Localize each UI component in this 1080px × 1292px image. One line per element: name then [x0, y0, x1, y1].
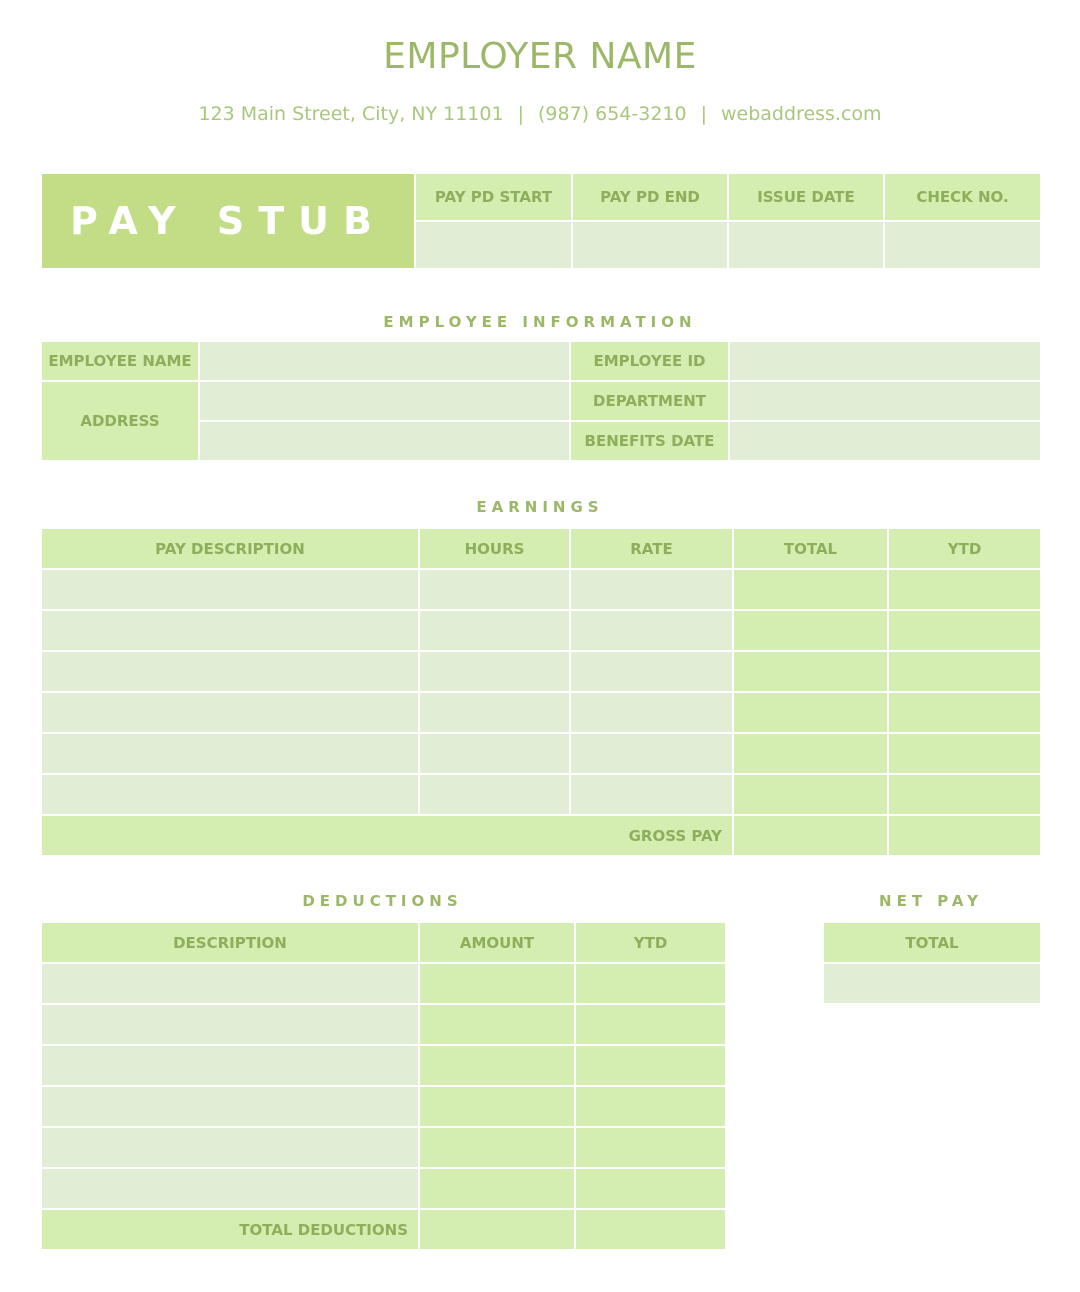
- deduction-ytd-cell[interactable]: [575, 1168, 726, 1209]
- deduction-description-cell[interactable]: [41, 1086, 419, 1127]
- total-deductions-label: TOTAL DEDUCTIONS: [41, 1209, 419, 1250]
- contact-separator: |: [700, 103, 707, 125]
- employer-address: 123 Main Street, City, NY 11101: [198, 103, 504, 125]
- pay-description-cell[interactable]: [41, 733, 419, 774]
- pay-period-table: [40, 172, 1042, 270]
- department-field[interactable]: [729, 381, 1041, 421]
- address-line2-field[interactable]: [199, 421, 570, 461]
- net-pay-title: NET PAY: [879, 892, 983, 910]
- pay-period-end-field[interactable]: [572, 221, 728, 269]
- ytd-cell[interactable]: [888, 651, 1041, 692]
- earnings-row: [41, 733, 1041, 774]
- earnings-row: [41, 774, 1041, 815]
- employee-information-title: EMPLOYEE INFORMATION: [383, 313, 697, 331]
- deduction-row: [41, 963, 726, 1004]
- deduction-amount-cell[interactable]: [419, 1127, 575, 1168]
- pay-description-cell[interactable]: [41, 692, 419, 733]
- pay-period-end-header: PAY PD END: [572, 173, 728, 221]
- hours-cell[interactable]: [419, 610, 570, 651]
- earnings-table: [40, 527, 1042, 857]
- pay-stub-title: PAY STUB: [41, 173, 415, 269]
- employer-name: EMPLOYER NAME: [383, 36, 697, 77]
- pay-description-cell[interactable]: [41, 569, 419, 610]
- ytd-cell[interactable]: [888, 569, 1041, 610]
- net-pay-total-header: TOTAL: [823, 922, 1041, 963]
- deduction-description-header: DESCRIPTION: [41, 922, 419, 963]
- pay-description-cell[interactable]: [41, 610, 419, 651]
- deduction-ytd-cell[interactable]: [575, 1004, 726, 1045]
- deduction-amount-cell[interactable]: [419, 1004, 575, 1045]
- check-number-header: CHECK NO.: [884, 173, 1041, 221]
- earnings-row: [41, 569, 1041, 610]
- gross-pay-total-field[interactable]: [733, 815, 888, 856]
- deduction-description-cell[interactable]: [41, 963, 419, 1004]
- deduction-row: [41, 1086, 726, 1127]
- deduction-amount-cell[interactable]: [419, 963, 575, 1004]
- contact-separator: |: [517, 103, 524, 125]
- earnings-title: EARNINGS: [476, 498, 604, 516]
- deduction-amount-header: AMOUNT: [419, 922, 575, 963]
- department-label: DEPARTMENT: [570, 381, 729, 421]
- deduction-amount-cell[interactable]: [419, 1086, 575, 1127]
- hours-cell[interactable]: [419, 651, 570, 692]
- ytd-header: YTD: [888, 528, 1041, 569]
- total-deductions-amount-field[interactable]: [419, 1209, 575, 1250]
- earnings-row: [41, 692, 1041, 733]
- employee-id-label: EMPLOYEE ID: [570, 341, 729, 381]
- ytd-cell[interactable]: [888, 733, 1041, 774]
- total-cell[interactable]: [733, 733, 888, 774]
- deduction-description-cell[interactable]: [41, 1127, 419, 1168]
- deduction-description-cell[interactable]: [41, 1045, 419, 1086]
- hours-cell[interactable]: [419, 692, 570, 733]
- hours-header: HOURS: [419, 528, 570, 569]
- total-cell[interactable]: [733, 774, 888, 815]
- total-deductions-ytd-field[interactable]: [575, 1209, 726, 1250]
- deduction-amount-cell[interactable]: [419, 1045, 575, 1086]
- deduction-ytd-cell[interactable]: [575, 1127, 726, 1168]
- pay-description-cell[interactable]: [41, 774, 419, 815]
- deduction-description-cell[interactable]: [41, 1168, 419, 1209]
- issue-date-field[interactable]: [728, 221, 884, 269]
- hours-cell[interactable]: [419, 774, 570, 815]
- address-label: ADDRESS: [41, 381, 199, 461]
- rate-cell[interactable]: [570, 569, 733, 610]
- deduction-amount-cell[interactable]: [419, 1168, 575, 1209]
- deduction-row: [41, 1127, 726, 1168]
- benefits-date-label: BENEFITS DATE: [570, 421, 729, 461]
- rate-cell[interactable]: [570, 651, 733, 692]
- issue-date-header: ISSUE DATE: [728, 173, 884, 221]
- total-cell[interactable]: [733, 692, 888, 733]
- deduction-ytd-cell[interactable]: [575, 963, 726, 1004]
- deductions-title: DEDUCTIONS: [302, 892, 463, 910]
- ytd-cell[interactable]: [888, 610, 1041, 651]
- benefits-date-field[interactable]: [729, 421, 1041, 461]
- rate-header: RATE: [570, 528, 733, 569]
- deduction-row: [41, 1168, 726, 1209]
- rate-cell[interactable]: [570, 733, 733, 774]
- total-cell[interactable]: [733, 610, 888, 651]
- address-line1-field[interactable]: [199, 381, 570, 421]
- pay-period-start-header: PAY PD START: [415, 173, 572, 221]
- hours-cell[interactable]: [419, 733, 570, 774]
- deduction-description-cell[interactable]: [41, 1004, 419, 1045]
- rate-cell[interactable]: [570, 692, 733, 733]
- deduction-row: [41, 1045, 726, 1086]
- hours-cell[interactable]: [419, 569, 570, 610]
- net-pay-total-field[interactable]: [823, 963, 1041, 1004]
- earnings-row: [41, 610, 1041, 651]
- total-cell[interactable]: [733, 651, 888, 692]
- pay-description-header: PAY DESCRIPTION: [41, 528, 419, 569]
- deductions-table: [40, 921, 727, 1251]
- deduction-row: [41, 1004, 726, 1045]
- employer-contact: [0, 103, 1080, 125]
- total-header: TOTAL: [733, 528, 888, 569]
- employee-information-table: [40, 340, 1042, 462]
- deduction-ytd-header: YTD: [575, 922, 726, 963]
- pay-description-cell[interactable]: [41, 651, 419, 692]
- employee-name-field[interactable]: [199, 341, 570, 381]
- employer-phone: (987) 654-3210: [537, 103, 687, 125]
- ytd-cell[interactable]: [888, 774, 1041, 815]
- pay-period-start-field[interactable]: [415, 221, 572, 269]
- earnings-row: [41, 651, 1041, 692]
- gross-pay-ytd-field[interactable]: [888, 815, 1041, 856]
- employee-id-field[interactable]: [729, 341, 1041, 381]
- total-cell[interactable]: [733, 569, 888, 610]
- net-pay-table: [822, 921, 1042, 1005]
- rate-cell[interactable]: [570, 774, 733, 815]
- employer-web: webaddress.com: [721, 103, 882, 125]
- rate-cell[interactable]: [570, 610, 733, 651]
- deduction-ytd-cell[interactable]: [575, 1086, 726, 1127]
- deduction-ytd-cell[interactable]: [575, 1045, 726, 1086]
- employee-name-label: EMPLOYEE NAME: [41, 341, 199, 381]
- check-number-field[interactable]: [884, 221, 1041, 269]
- ytd-cell[interactable]: [888, 692, 1041, 733]
- gross-pay-label: GROSS PAY: [41, 815, 733, 856]
